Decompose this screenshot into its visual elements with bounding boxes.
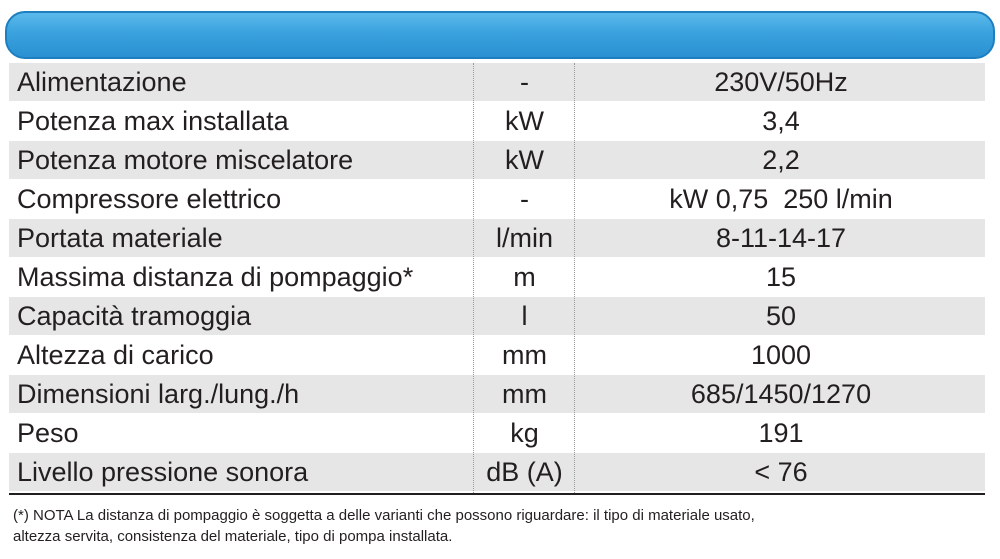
spec-label: Potenza motore miscelatore (17, 145, 354, 175)
spec-row (9, 297, 985, 336)
spec-row (9, 375, 985, 414)
spec-label: Compressore elettrico (17, 184, 282, 214)
spec-value: 3,4 (762, 106, 800, 136)
spec-unit: mm (502, 379, 547, 409)
spec-unit: kg (510, 418, 539, 448)
spec-value: 50 (765, 301, 797, 331)
spec-value: kW 0,75 250 l/min (669, 184, 893, 214)
spec-unit: - (520, 67, 529, 97)
spec-unit: kW (505, 106, 544, 136)
footnote-line: altezza servita, consistenza del materiale, tipo di pompa installata. (13, 528, 453, 545)
spec-label: Altezza di carico (17, 340, 214, 370)
spec-label: Portata materiale (17, 223, 223, 253)
spec-value: 685/1450/1270 (690, 379, 872, 409)
spec-unit: mm (502, 340, 547, 370)
spec-label: Capacità tramoggia (17, 301, 252, 331)
spec-label: Livello pressione sonora (17, 457, 309, 487)
spec-unit: l/min (495, 223, 553, 253)
spec-value: 191 (758, 418, 804, 448)
footnote-line: (*) NOTA La distanza di pompaggio è soggetta a delle varianti che possono riguardare: il tipo di materiale usato, (13, 507, 755, 524)
spec-label: Alimentazione (17, 67, 187, 97)
spec-value: 15 (765, 262, 797, 292)
spec-unit: dB (A) (486, 457, 563, 487)
spec-value: < 76 (754, 457, 808, 487)
spec-unit: kW (505, 145, 544, 175)
spec-row (9, 453, 985, 492)
column-divider (574, 63, 575, 493)
spec-value: 8-11-14-17 (715, 223, 847, 253)
spec-value: 2,2 (762, 145, 800, 175)
spec-value: 1000 (750, 340, 812, 370)
spec-row (9, 336, 985, 375)
spec-unit: l (521, 301, 528, 331)
footnote (13, 505, 988, 547)
spec-row (9, 258, 985, 297)
table-bottom-rule (9, 493, 985, 495)
column-divider (473, 63, 474, 493)
spec-row (9, 102, 985, 141)
spec-label: Massima distanza di pompaggio* (17, 262, 414, 292)
spec-row (9, 63, 985, 102)
spec-row (9, 180, 985, 219)
spec-table (9, 63, 985, 492)
spec-unit: - (520, 184, 529, 214)
spec-row (9, 141, 985, 180)
spec-row (9, 219, 985, 258)
spec-unit: m (513, 262, 536, 292)
spec-label: Potenza max installata (17, 106, 289, 136)
spec-label: Peso (17, 418, 79, 448)
spec-row (9, 414, 985, 453)
spec-value: 230V/50Hz (714, 67, 848, 97)
spec-label: Dimensioni larg./lung./h (17, 379, 300, 409)
header-bar (5, 11, 995, 59)
